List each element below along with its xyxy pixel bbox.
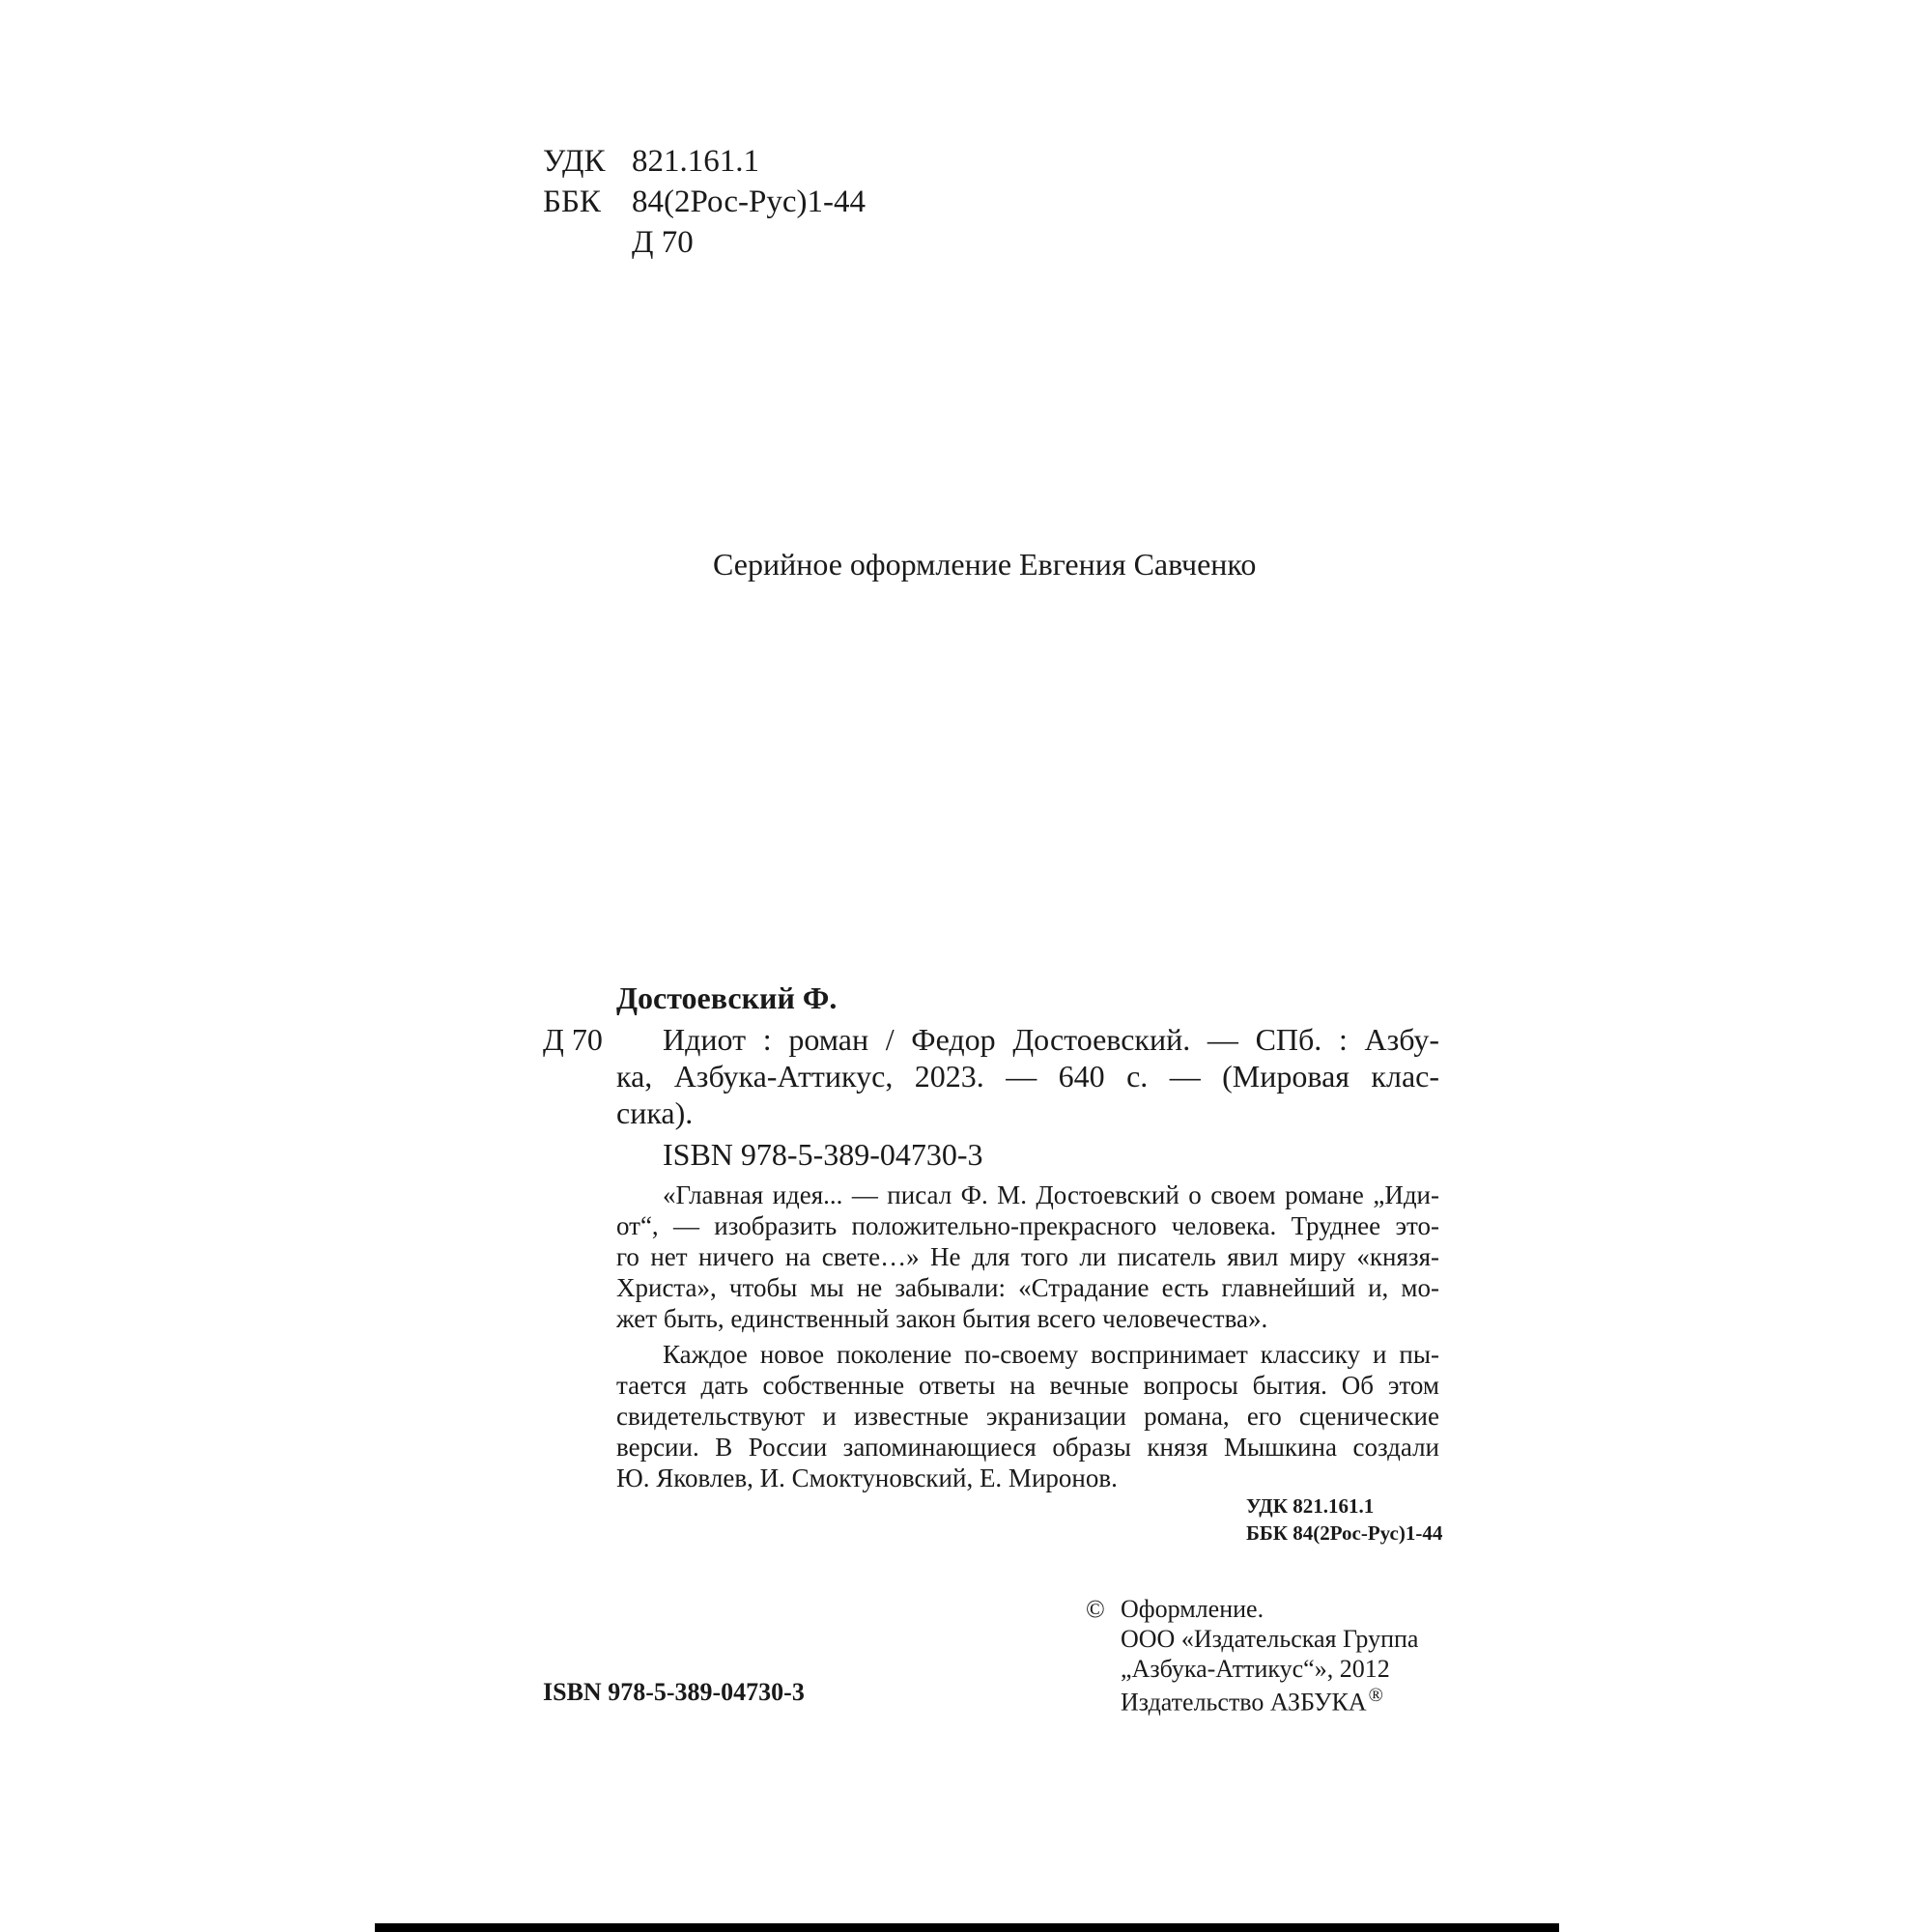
- bib-isbn: ISBN 978-5-389-04730-3: [663, 1137, 983, 1172]
- author-name: Достоевский Ф.: [616, 980, 838, 1015]
- bib-title-line-3: сика).: [616, 1095, 694, 1130]
- udk-label: УДК: [543, 144, 606, 179]
- registered-mark: ®: [1368, 1685, 1383, 1706]
- annotation-line: Каждое новое поколение по-своему воспринимает классику и пы-: [663, 1340, 1439, 1369]
- bbk-label: ББК: [543, 185, 601, 219]
- publisher-name: Издательство АЗБУКА: [1121, 1688, 1367, 1717]
- copyright-line-4: [1121, 1685, 1383, 1718]
- bbk-line: [543, 181, 866, 223]
- udk-value: 821.161.1: [632, 144, 759, 179]
- bib-title-line-1: Идиот : роман / Федор Достоевский. — СПб. : Азбу-: [663, 1022, 1439, 1057]
- annotation-line: свидетельствуют и известные экранизации романа, его сценические: [616, 1402, 1439, 1431]
- udk-code-right: УДК 821.161.1: [1246, 1494, 1375, 1518]
- annotation-line: тается дать собственные ответы на вечные вопросы бытия. Об этом: [616, 1371, 1439, 1400]
- copyright-symbol: ©: [1086, 1595, 1105, 1623]
- bib-code: Д 70: [543, 1022, 603, 1057]
- annotation-line: го нет ничего на свете…» Не для того ли писатель явил миру «князя-: [616, 1242, 1439, 1271]
- annotation-line: жет быть, единственный закон бытия всего человечества».: [616, 1304, 1268, 1333]
- annotation-line: «Главная идея... — писал Ф. М. Достоевский о своем романе „Иди-: [663, 1180, 1439, 1209]
- isbn-bottom: ISBN 978-5-389-04730-3: [543, 1678, 805, 1706]
- copyright-line-2: ООО «Издательская Группа: [1121, 1625, 1419, 1653]
- series-credit: Серийное оформление Евгения Савченко: [713, 547, 1257, 582]
- copyright-line-1: Оформление.: [1121, 1595, 1264, 1623]
- annotation-line: версии. В России запоминающиеся образы князя Мышкина создали: [616, 1433, 1439, 1462]
- bbk-value: 84(2Рос-Рус)1-44: [632, 185, 866, 219]
- annotation-line: Христа», чтобы мы не забывали: «Страдание есть главнейший и, мо-: [616, 1273, 1439, 1302]
- annotation-line: Ю. Яковлев, И. Смоктуновский, Е. Миронов.: [616, 1463, 1118, 1492]
- copyright-line-3: „Азбука-Аттикус“», 2012: [1121, 1655, 1390, 1683]
- author-sign: Д 70: [632, 225, 694, 260]
- page-bottom-rule: [375, 1923, 1559, 1932]
- udk-line: [543, 140, 759, 183]
- bbk-code-right: ББК 84(2Рос-Рус)1-44: [1246, 1521, 1443, 1545]
- bib-title-line-2: ка, Азбука-Аттикус, 2023. — 640 с. — (Мировая клас-: [616, 1059, 1439, 1094]
- annotation-line: от“, — изобразить положительно-прекрасного человека. Труднее это-: [616, 1211, 1439, 1240]
